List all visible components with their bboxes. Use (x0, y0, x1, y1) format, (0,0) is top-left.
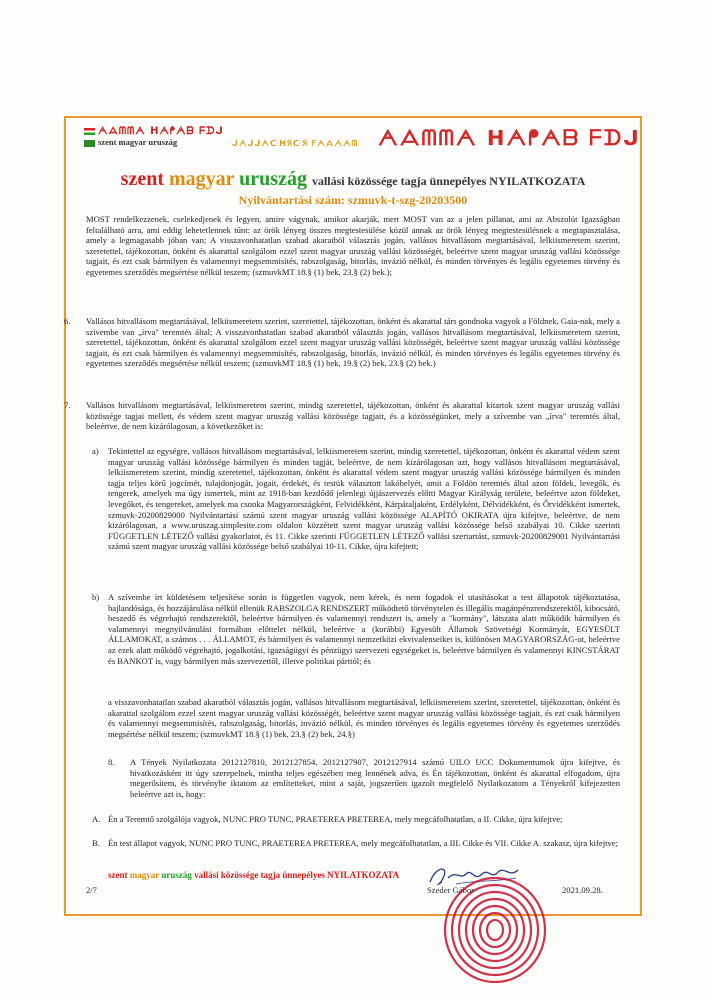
item-b: b) A szívembe írt küldetésem teljesítése során is független vagyok, nem kérek, és nem fogadok el utasításokat a test állapotok tájékoztatása, hajlandósága, és hozzájárulása nélkül ellenük RABSZOLGA RENDSZERT működtető törvénytelen és illegális magánpénzrendszerektől, kibocsátó, beszedő és végrehajtó rendszerektől, beleértve bármilyen és valamennyi rendszert is, amely a "kormány", látszata alatt működik bármilyen és valamennyi megnyilvánulási formában előttelet nélkül, beleértve a (korábbi) Egyesült Államok Szövetségi Kormányát, EGYESÜLT ÁLLAMOKAT, a számos . . . ÁLLAMOT, és bármilyen és valamennyi nemzetközi ekvivalenseiket is, különösen MAGYARORSZÁG-ot, beleértve az ezek alatt működő végrehajtó, jogalkotási, igazságügyi és pénzügyi szervezeti egységeket is, beleértve bármilyen és valamennyi KINCSTÁRAT és BANKOT is, vagy bármilyen más szervezettől, illetve politikai párttól; és (92, 592, 620, 666)
registration-number: Nyilvántartási szám: szmuvk-t-szg-20203500 (238, 193, 468, 207)
paragraph-6: 6. Vallásos hitvallásom megtartásával, lelkiismeretem szerint, szeretettel, tájékozottan, önként és akarattal társ gondnoka vagyok a Földnek, Gaia-nak, mely a szívembe van „írva" teremtés által; A visszavonhatatlan szabad akaratból választás jogán, vallásos hitvallásom megtartásával, lelkiismeretem szerint, szeretettel, tájékozottan, önként és akarattal szolgálom ezzel szent magyar uruszág vallási közösségét, beleértve szent magyar uruszág vallási közössége tagjait, és ezt csak bármilyen és valamennyi megsemmisítés, rabszolgaság, bitorlás, invázió nélkül, és minden törvényes és legális egyetemes törvény és egyetemes szerződés megsértése nélkül teszem; (szmuvkMT 18.§ (1) bek, 19.§ (2) bek, 23.§ (2) bek.) (64, 316, 620, 369)
emblem-icon (84, 140, 95, 147)
page-title: szent magyar uruszág vallási közössége tagja ünnepélyes NYILATKOZATA (120, 168, 586, 190)
page-number: 2/7 (86, 885, 97, 895)
item-B: B. Én test állapot vagyok, NUNC PRO TUNC, PRAETEREA PRETEREA, mely megcáfolhatatlan, a III. Cikke és VII. Cikke A. szakasz, újra kifejtve; (92, 838, 618, 848)
logo (84, 126, 224, 147)
mid-runes: ᒍᗅᒍᒍᗅᑢᕼᖆᑢᖆ ᖴᗅᗋᗅᗅᗰ (232, 139, 359, 148)
item-A: A. Én a Teremtő szolgálója vagyok, NUNC PRO TUNC, PRAETEREA PRETEREA, mely megcáfolhatatlan, a II. Cikke, újra kifejtve; (92, 814, 563, 824)
logo-runes: ᗅᗋᗰᗰᗅ ᕼᗅᖰᗅᗷ ᖴᗪᒍ (98, 126, 224, 137)
paragraph-7: 7. Vallásos hitvallásom megtartásával, lelkiismeretem szerint, mindig szeretettel, tájékozottan, önként és akarattal kitartok szent magyar uruszág vallási közössége tagjai mellett, és védem szent magyar uruszág vallási közössége tagjait, és a közösségünket, mely a szívembe van „írva" teremtés által, beleértve, de nem kizárólagosan, a következőket is: (64, 400, 620, 432)
footer-title: szent magyar uruszág vallási közössége tagja ünnepélyes NYILATKOZATA (108, 870, 400, 880)
flag-icon (84, 128, 95, 135)
signer-name: Szeder Gábor (427, 885, 475, 895)
paragraph-8: 8. A Tények Nyilatkozata 2012127810, 2012127854, 2012127907, 2012127914 számú UILO UCC Dokumentumok újra kifejtve, és hivatkozásként itt úgy szerepelnek, mintha teljes egészében meg lennének adva, és Én tájékozottan, önként és akarattal elfogadom, újra megerősítem, és törvénybe iktatom az említetteket, mint a saját, jogszerűen igazolt megfelelő Nyilatkozatom a Tényekről kifejezetten beleértve azt is, hogy: (108, 757, 620, 799)
document-date: 2021.09.28. (562, 885, 603, 895)
item-c: a visszavonhatatlan szabad akaratból választás jogán, vallásos hitvallásom megtartásával, lelkiismeretem szerint, szeretettel, tájékozottan, önként és akarattal szolgálom ezzel szent magyar uruszág vallási közösségét, beleértve szent magyar uruszág vallási közössége tagjait, és ezt csak bármilyen és valamennyi megsemmisítés, rabszolgaság, bitorlás, invázió nélkül, és minden törvényes és legális egyetemes törvény és egyetemes szerződés megsértése nélkül teszem; (szmuvkMT 18.§ (1) bek, 23.§ (2) bek, 24.§) (108, 697, 620, 739)
big-runes: ᗅᗋᗰᗰᗅ ᕼᗅᖰᗅᗷ ᖴᗪᒍ (378, 126, 641, 150)
item-a: a) Tekintettel az egységre, vallásos hitvallásom megtartásával, lelkiismeretem szerint, mindig szeretettel, tájékozottan, önként és akarattal védem szent magyar uruszág vallási közössége bármilyen és minden tagját, beleértve, de nem kizárólagosan azt, hogy vallásos hitvallásom megtartásával, lelkiismeretem szerint, mindig szeretettel, tájékozottan, önként és akarattal védem szent magyar uruszág vallási közössége bármilyen és minden tagja teljes körű jogcímét, tulajdonjogát, jogait, érdekét, és testük választott lakóhelyét, amit a Földön teremtés által azon földek, levegők, és tengerek, amelyek ma úgy ismertek, mint az 1918-ban kezdődő jelenlegi újjászervezés előtti Magyar Királyság területe, beleértve azon földeket, levegőket, és tengereket, amelyek ma csonka Magyarországként, Felvidékként, Kárpátaljaként, Erdélyként, Délvidékként, és Őrvidékként ismertek, szmuvk-20200829000 Nyilvántartási számú szent magyar uruszág vallási közössége ALAPÍTÓ OKIRATA újra kifejtve, beleértve, de nem kizárólagosan, a www.uruszag.simplesite.com oldalon közzétett szent magyar uruszág vallási közössége belső szabályai 10. Cikke szerinti FÜGGETLEN LÉTEZŐ vallási gyakorlatot, és 11. Cikke szerinti FÜGGETLEN LÉTEZŐ vallási szertartást, szmuvk-20200829001 Nyilvántartási számú szent magyar uruszág vallási közössége belső szabályai 10-11. Cikke, újra kifejtett; (92, 446, 620, 552)
logo-text: szent magyar uruszág (98, 137, 178, 147)
paragraph-intro: MOST rendelkezzenek, cselekedjenek és legyen, amire vágynak, amikor akarják, mert MOST van az a jelen pillanat, ami az Abszolút Igazságban feltalálható arra, ami eddig lehetetlennek tűnt: az örök lényeg összes megtestesülése közül annak az örök lényeg megtestesülésnek a megtapasztalása, amely a legmagasabb jóban van; A visszavonhatatlan szabad akaratból választás jogán, vallásos hitvallásom megtartásával, lelkiismeretem szerint, szeretettel, tájékozottan, önként és akarattal szolgálom ezzel szent magyar uruszág vallási közösségét, beleértve szent magyar uruszág vallási közössége tagjait, és ezt csak bármilyen és valamennyi megsemmisítés, rabszolgaság, bitorlás, invázió nélkül, és minden törvényes és legális egyetemes törvény és egyetemes szerződés megsértése nélkül teszem; (szmuvkMT 18.§ (1) bek, 23.§ (2) bek.); (86, 214, 620, 277)
